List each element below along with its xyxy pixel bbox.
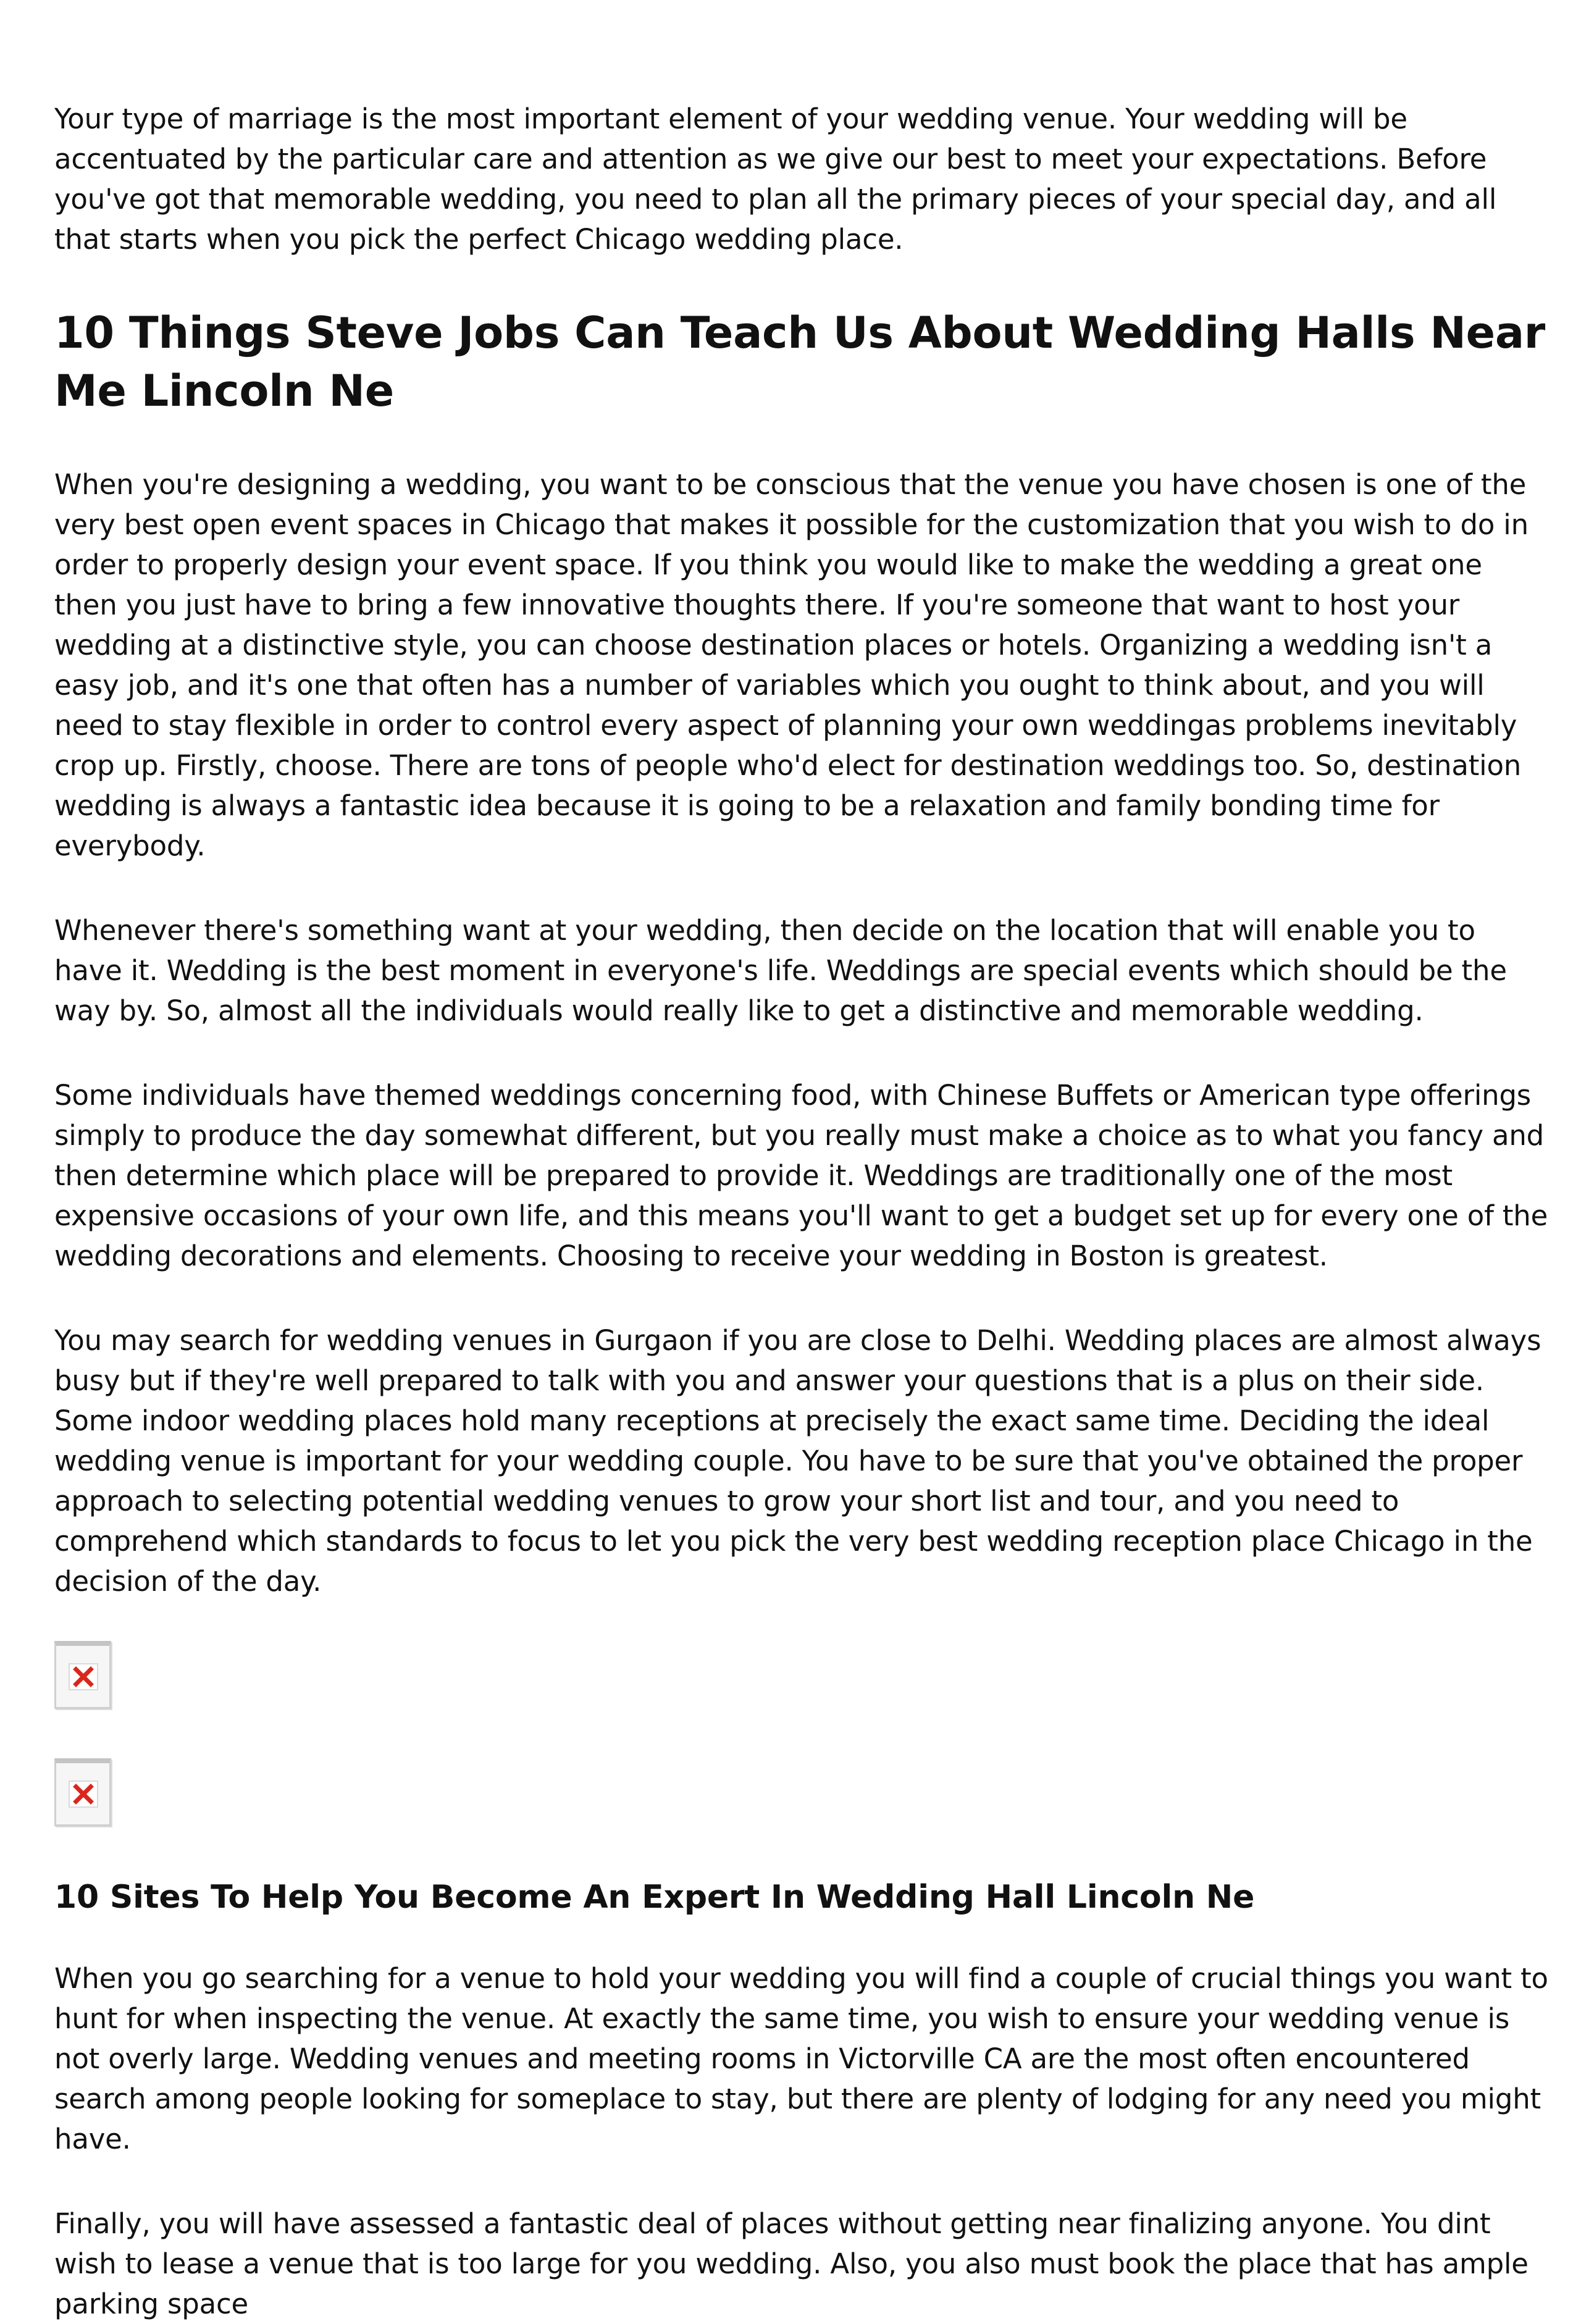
body-paragraph: When you go searching for a venue to hold your wedding you will find a couple of crucial things you want to hunt for when inspecting the venue. At exactly the same time, you wish to ensure your wedding venue is not overly large. Wedding venues and meeting rooms in Victorville CA are the most often encountered search among people looking for someplace to stay, but there are plenty of lodging for any need you might have. <box>54 1962 1548 2155</box>
body-paragraph: You may search for wedding venues in Gurgaon if you are close to Delhi. Wedding places are almost always busy but if they're well prepared to talk with you and answer your questions that is a plus on their side. Some indoor wedding places hold many receptions at precisely the exact same time. Deciding the ideal wedding venue is important for your wedding couple. You have to be sure that you've obtained the proper approach to selecting potential wedding venues to grow your short list and tour, and you need to comprehend which standards to focus to let you pick the very best wedding reception place Chicago in the decision of the day. <box>54 1324 1541 1598</box>
section-heading-1: 10 Things Steve Jobs Can Teach Us About Wedding Halls Near Me Lincoln Ne <box>54 308 1546 416</box>
body-paragraph: Whenever there's something want at your wedding, then decide on the location that will enable you to have it. Wedding is the best moment in everyone's life. Weddings are special events which should be the way by. So, almost all the individuals would really like to get a distinctive and memorable wedding. <box>54 914 1507 1027</box>
body-paragraph: When you're designing a wedding, you want to be conscious that the venue you have chosen is one of the very best open event spaces in Chicago that makes it possible for the customization that you wish to do in order to properly design your event space. If you think you would like to make the wedding a great one then you just have to bring a few innovative thoughts there. If you're someone that want to host your wedding at a distinctive style, you can choose destination places or hotels. Organizing a wedding isn't a easy job, and it's one that often has a number of variables which you ought to think about, and you will need to stay flexible in order to control every aspect of planning your own weddingas problems inevitably crop up. Firstly, choose. There are tons of people who'd elect for destination weddings too. So, destination wedding is always a fantastic idea because it is going to be a relaxation and family bonding time for everybody. <box>54 468 1529 862</box>
broken-image-placeholder[interactable] <box>54 1641 111 1709</box>
broken-image-icon <box>69 1663 98 1690</box>
document-page <box>54 99 1549 2324</box>
section-heading-2: 10 Sites To Help You Become An Expert In Wedding Hall Lincoln Ne <box>54 1879 1255 1916</box>
intro-paragraph: Your type of marriage is the most important element of your wedding venue. Your wedding will be accentuated by the particular care and attention as we give our best to meet your expectations. Before you've got that memorable wedding, you need to plan all the primary pieces of your special day, and all that starts when you pick the perfect Chicago wedding place. <box>54 103 1497 256</box>
broken-image-placeholder[interactable] <box>54 1758 111 1826</box>
broken-image-icon <box>69 1781 98 1808</box>
body-paragraph: Finally, you will have assessed a fantastic deal of places without getting near finalizing anyone. You dint wish to lease a venue that is too large for you wedding. Also, you also must book the place that has ample parking space <box>54 2207 1529 2320</box>
image-group <box>54 1641 1549 1826</box>
body-paragraph: Some individuals have themed weddings concerning food, with Chinese Buffets or American type offerings simply to produce the day somewhat different, but you really must make a choice as to what you fancy and then determine which place will be prepared to provide it. Weddings are traditionally one of the most expensive occasions of your own life, and this means you'll want to get a budget set up for every one of the wedding decorations and elements. Choosing to receive your wedding in Boston is greatest. <box>54 1079 1548 1272</box>
